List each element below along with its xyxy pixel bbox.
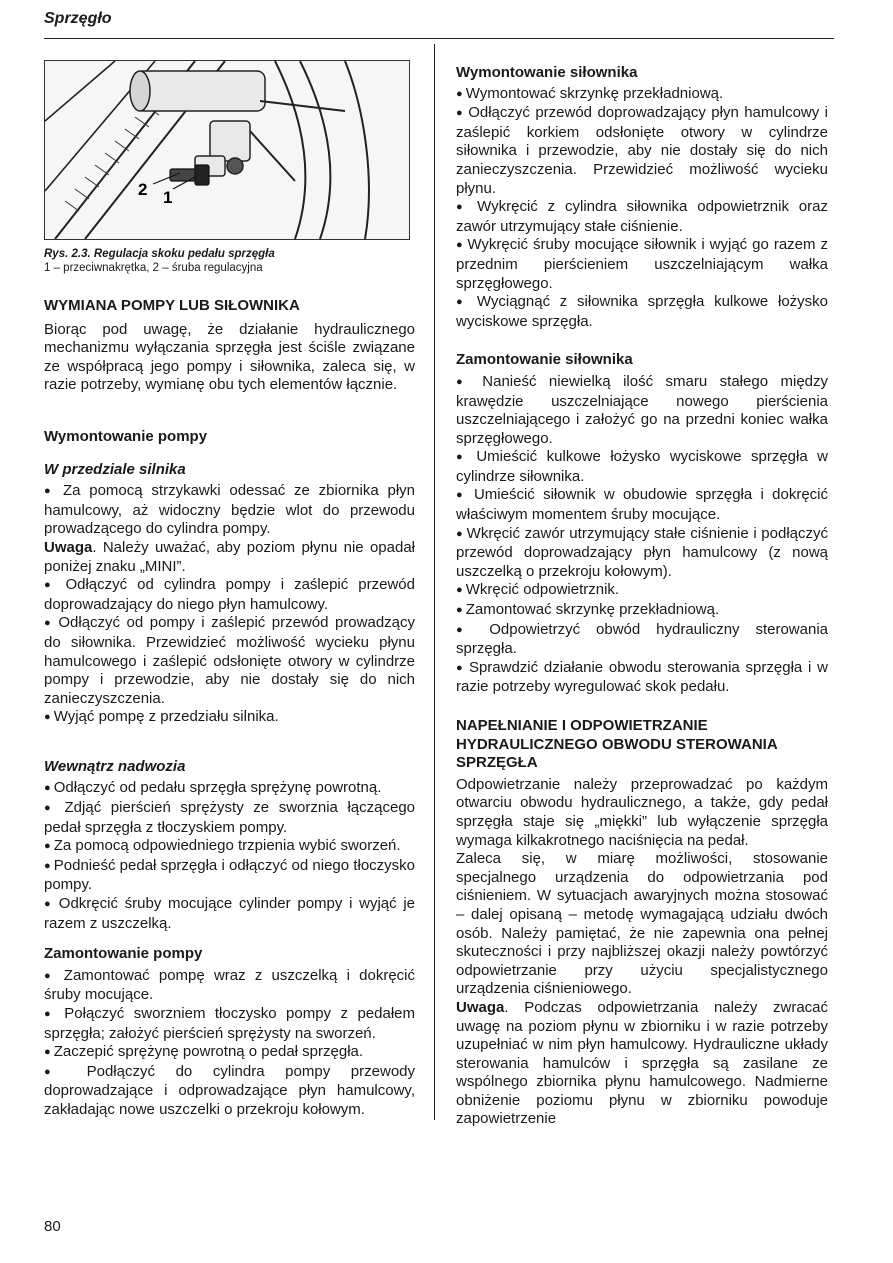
list-item: ● Podnieść pedał sprzęgła i odłączyć od niego tłoczysko pompy. — [44, 857, 415, 895]
list-item: ● Odłączyć od cylindra pompy i zaślepić przewód doprowadzający do niego płyn hamulcowy. — [44, 576, 415, 614]
subheading-przedzial-silnika: W przedziale silnika — [44, 460, 186, 478]
right-column — [456, 64, 828, 1129]
note-label: Uwaga — [44, 538, 93, 556]
list-item: ● Połączyć sworzniem tłoczysko pompy z pedałem sprzęgła; założyć pierścień sprężysty na sworzeń. — [44, 1005, 415, 1043]
list-item: ● Odłączyć od pompy i zaślepić przewód prowadzący do siłownika. Przewidzieć możliwość wycieku płynu hamulcowego i zaślepić odsłonięte otwory w cylindrze pompy i przewodzie, aby nie dostały się do nich zanieczyszczenia. — [44, 614, 415, 708]
list-item: ● Za pomocą strzykawki odessać ze zbiornika płyn hamulcowy, aż widoczny będzie wlot do przewodu prowadzącego do cylindra pompy. — [44, 482, 415, 539]
subheading-zamontowanie-pompy: Zamontowanie pompy — [44, 945, 203, 963]
section-heading-napelnianie-line2: HYDRAULICZNEGO OBWODU STEROWANIA — [456, 735, 778, 753]
figure-caption-title: Rys. 2.3. Regulacja skoku pedału sprzęgła — [44, 248, 275, 260]
section-heading-napelnianie-line3: SPRZĘGŁA — [456, 754, 538, 772]
note-paragraph — [44, 539, 415, 576]
list-item: ● Za pomocą odpowiedniego trzpienia wybić sworzeń. — [44, 837, 415, 857]
paragraph-odpowietrzanie: Odpowietrzanie należy przeprowadzać po każdym otwarciu obwodu hydraulicznego, a także, gdy pedał sprzęgła staje się „miękki” lub wyłączenie sprzęgła wymaga kilkakrotnego naciśnięcia na pedał. — [456, 775, 828, 849]
paragraph-intro: Biorąc pod uwagę, że działanie hydraulicznego mechanizmu wyłączania sprzęgła jest ściśle związane ze współpracą jego pompy i siłownika, zaleca się, w razie potrzeby, wymianę obu tych elementów łącznie. — [44, 320, 415, 394]
subheading-wymontowanie-silownika: Wymontowanie siłownika — [456, 64, 638, 81]
list-item: ● Wykręcić z cylindra siłownika odpowietrznik oraz zawór utrzymujący stałe ciśnienie. — [456, 198, 828, 236]
figure-label-1: 1 — [163, 188, 173, 207]
note-label: Uwaga — [456, 998, 505, 1016]
list-item: ● Zamontować skrzynkę przekładniową. — [456, 601, 828, 621]
list-item: ● Zamontować pompę wraz z uszczelką i dokręcić śruby mocujące. — [44, 967, 415, 1005]
note-paragraph — [456, 999, 828, 1129]
header-rule — [44, 38, 834, 39]
figure-clutch-pedal — [44, 60, 410, 240]
note-text: . Należy uważać, aby poziom płynu nie opadał poniżej znaku „MINI”. — [44, 538, 415, 575]
left-column — [44, 48, 415, 1120]
running-header: Sprzęgło — [44, 10, 112, 27]
section-heading-napelnianie-line1: NAPEŁNIANIE I ODPOWIETRZANIE — [456, 717, 708, 734]
list-item: ● Wyciągnąć z siłownika sprzęgła kulkowe łożysko wyciskowe sprzęgła. — [456, 293, 828, 331]
figure-caption-legend: 1 – przeciwnakrętka, 2 – śruba regulacyjna — [44, 262, 263, 274]
list-item: ● Zaczepić sprężynę powrotną o pedał sprzęgła. — [44, 1043, 415, 1063]
paragraph-zaleca: Zaleca się, w miarę możliwości, stosowanie specjalnego urządzenia do odpowietrzania pod ciśnieniem. W sytuacjach awaryjnych można stosować – dalej opisaną – metodę wymagającą udziału dwóch osób. Należy pamiętać, że nie zapewnia ona pełnej skuteczności i przy najbliższej okazji należy powtórzyć odpowietrzanie przy użyciu specjalistycznego urządzenia ciśnieniowego. — [456, 850, 828, 998]
page-number: 80 — [44, 1218, 61, 1235]
subheading-zamontowanie-silownika: Zamontowanie siłownika — [456, 351, 633, 369]
note-text: . Podczas odpowietrzania należy zwracać uwagę na poziom płynu w zbiorniku i w razie potrzeby uzupełniać w nim płyn hamulcowy. Hydrauliczne układy sterowania hamulców i sprzęgła są zasilane ze wspólnego zbiornika płynu hamulcowego. Nadmierne obniżenie poziomu płynu w zbiorniku powoduje zapowietrzenie — [456, 998, 828, 1128]
list-item: ● Wymontować skrzynkę przekładniową. — [456, 85, 828, 105]
list-item: ● Wyjąć pompę z przedziału silnika. — [44, 708, 415, 728]
list-item: ● Wykręcić śruby mocujące siłownik i wyjąć go razem z przednim pierścieniem uszczelniającym wałka sprzęgłowego. — [456, 236, 828, 293]
column-divider — [434, 44, 435, 1120]
list-item: ● Odpowietrzyć obwód hydrauliczny sterowania sprzęgła. — [456, 621, 828, 659]
list-item: ● Sprawdzić działanie obwodu sterowania sprzęgła i w razie potrzeby wyregulować skok pedału. — [456, 659, 828, 697]
clutch-pedal-illustration — [45, 61, 409, 239]
list-item: ● Podłączyć do cylindra pompy przewody doprowadzające i odprowadzające płyn hamulcowy, zakładając nowe uszczelki o przekroju kołowym. — [44, 1063, 415, 1120]
list-item: ● Nanieść niewielką ilość smaru stałego między krawędzie uszczelniające nowego pierścienia uszczelniającego i założyć go na przedni koniec wałka sprzęgłowego. — [456, 373, 828, 448]
subheading-wewnatrz-nadwozia: Wewnątrz nadwozia — [44, 757, 186, 775]
list-item: ● Umieścić kulkowe łożysko wyciskowe sprzęgła w cylindrze siłownika. — [456, 448, 828, 486]
list-item: ● Wkręcić zawór utrzymujący stałe ciśnienie i podłączyć przewód doprowadzający płyn hamulcowy (z nową uszczelką o przekroju kołowym). — [456, 525, 828, 582]
list-item: ● Odłączyć przewód doprowadzający płyn hamulcowy i zaślepić korkiem odsłonięte otwory w cylindrze siłownika i przewodzie, aby nie dostały się do nich zanieczyszczenia. Przewidzieć możliwość wycieku płynu. — [456, 104, 828, 198]
list-item: ● Zdjąć pierścień sprężysty ze sworznia łączącego pedał sprzęgła z tłoczyskiem pompy. — [44, 799, 415, 837]
list-item: ● Umieścić siłownik w obudowie sprzęgła i dokręcić właściwym momentem śruby mocujące. — [456, 486, 828, 524]
section-heading-wymiana: WYMIANA POMPY LUB SIŁOWNIKA — [44, 297, 300, 314]
list-item: ● Wkręcić odpowietrznik. — [456, 581, 828, 601]
subheading-wymontowanie-pompy: Wymontowanie pompy — [44, 427, 208, 445]
figure-label-2: 2 — [138, 180, 148, 199]
list-item: ● Odkręcić śruby mocujące cylinder pompy i wyjąć je razem z uszczelką. — [44, 895, 415, 933]
list-item: ● Odłączyć od pedału sprzęgła sprężynę powrotną. — [44, 779, 415, 799]
